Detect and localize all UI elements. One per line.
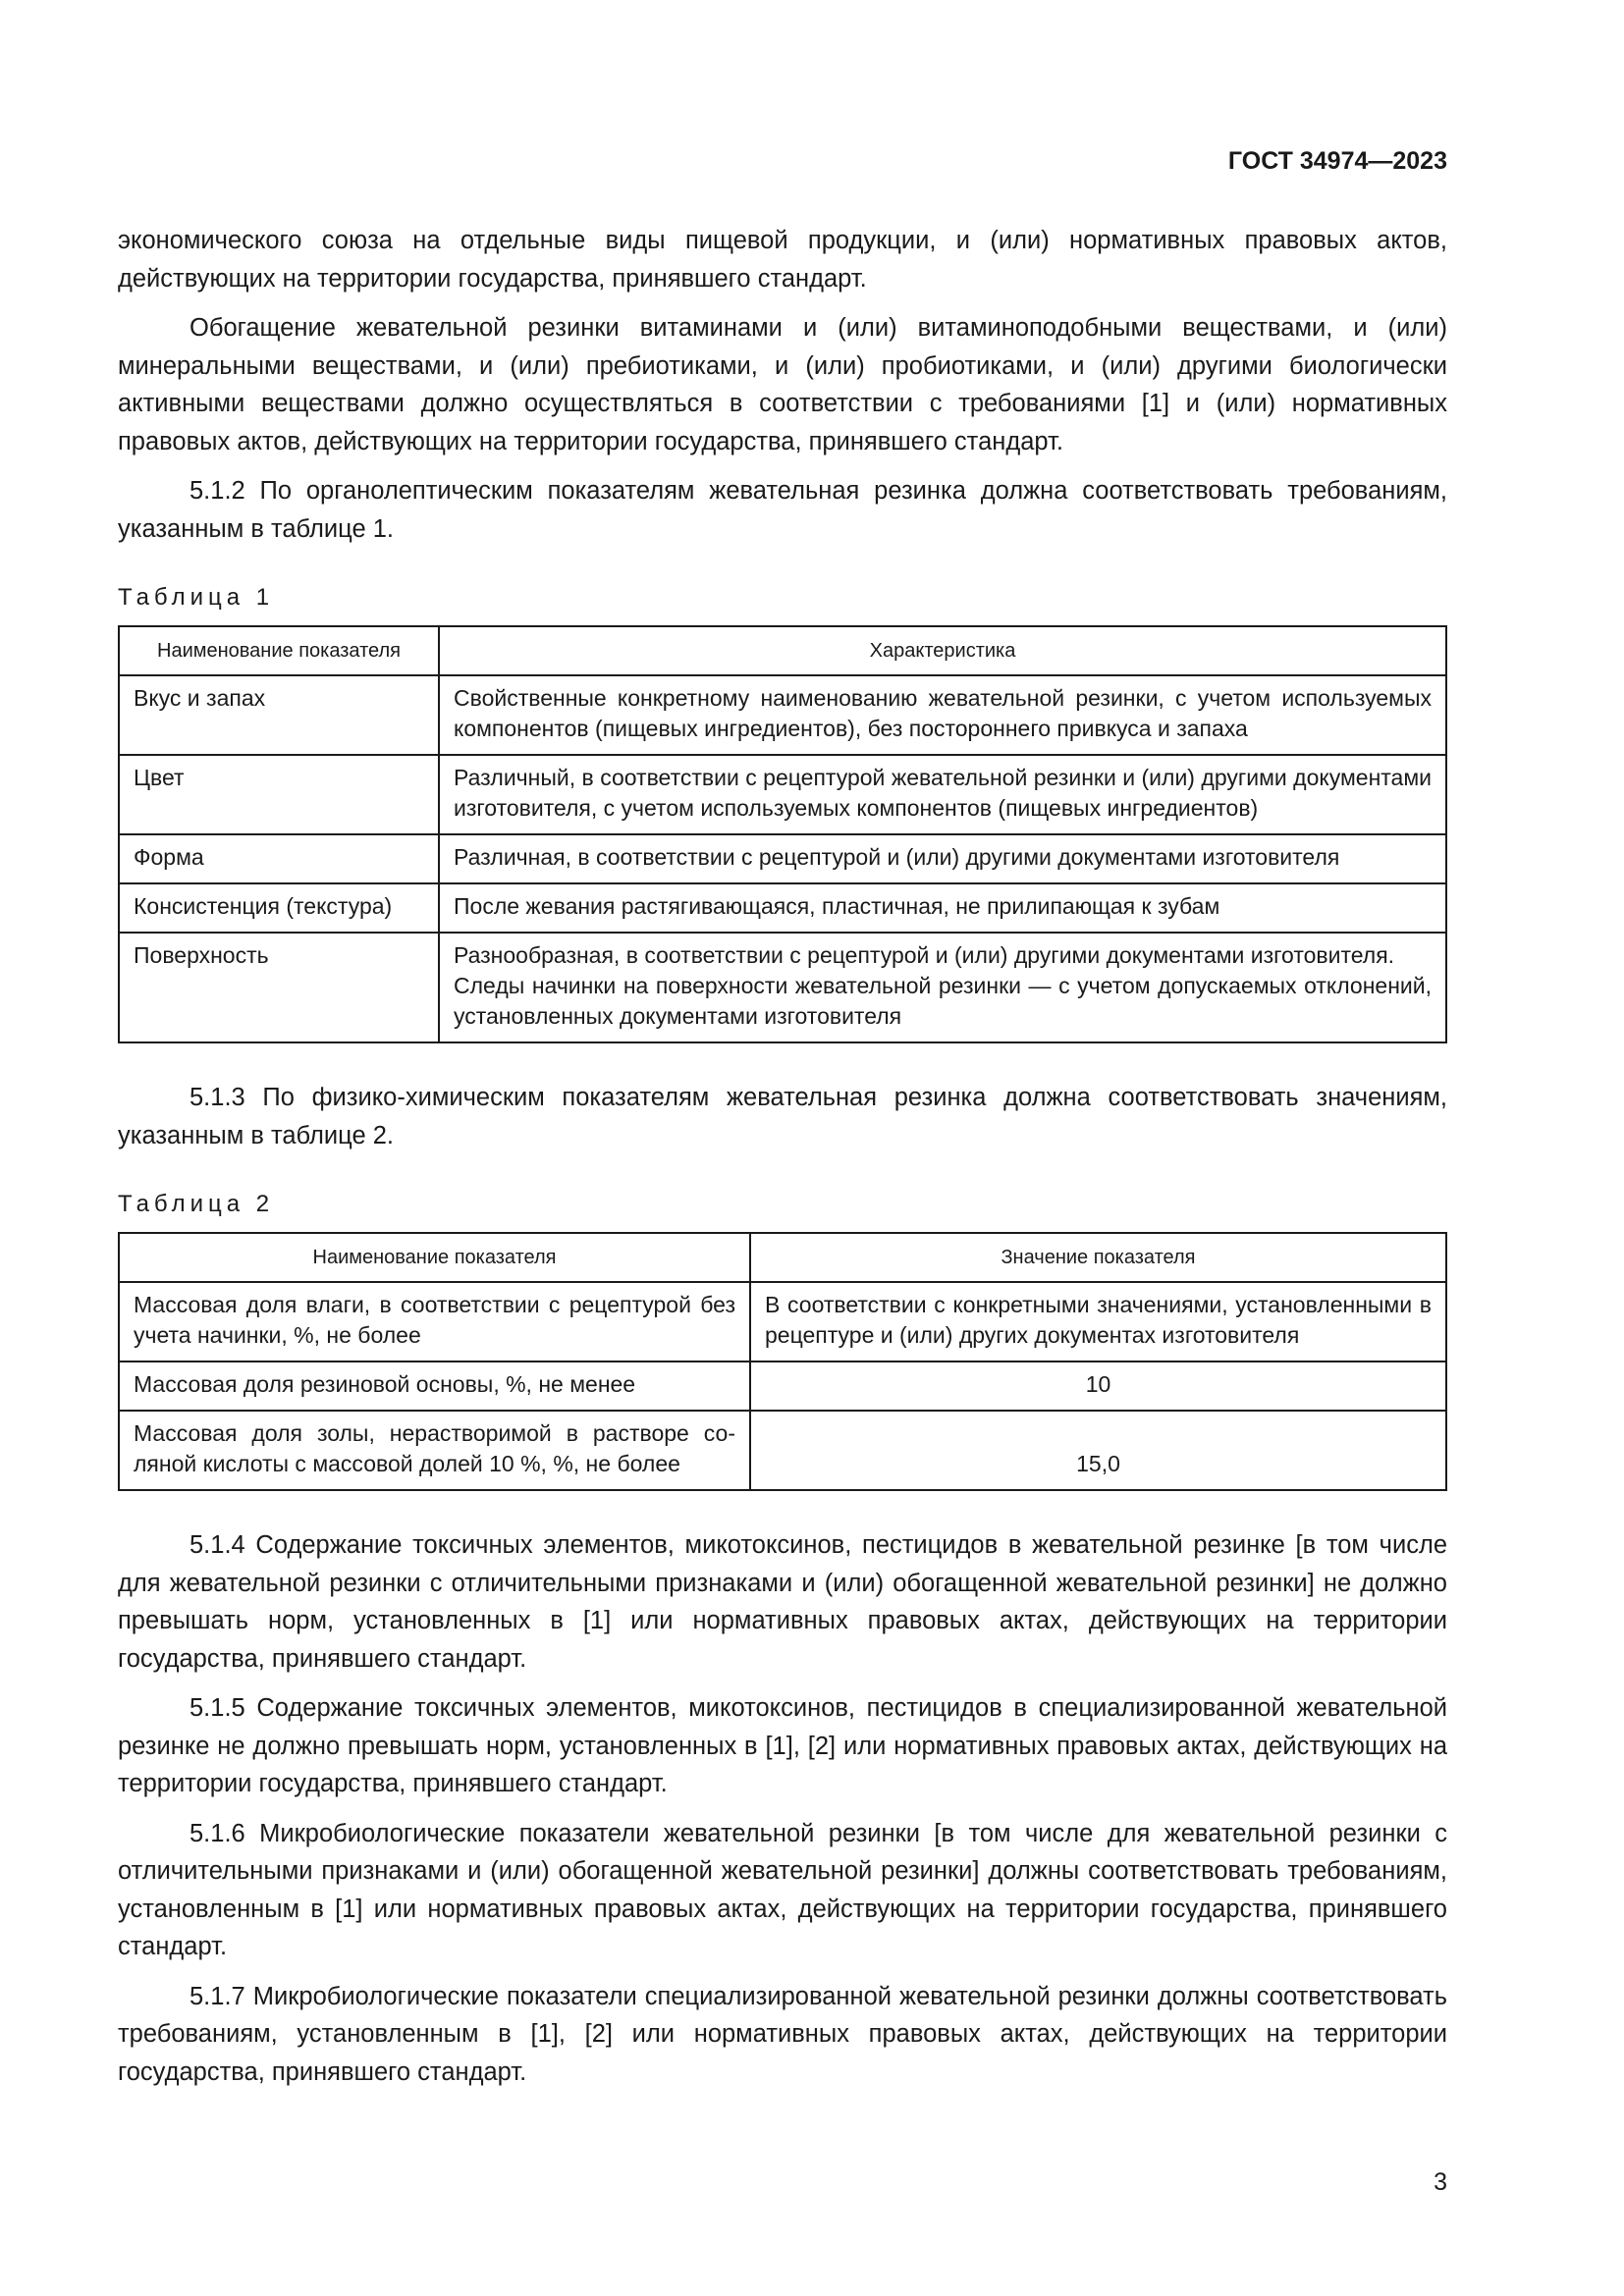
table-row [119,1411,1446,1490]
paragraph-continuation: экономического союза на отдельные виды пищевой продукции, и (или) нормативных правовых актов, действующих на территории государства, принявшего стандарт. [118,227,1447,293]
table1-cell-value: Свойственные конкретному наименованию жевательной резинки, с учетом используемых компонентов (пищевых ингредиентов), без постороннего привкуса и запаха [439,675,1446,755]
table2-label: Таблица 2 [118,1191,275,1217]
table1-cell-name: Консистенция (текстура) [119,883,439,933]
table2-cell-name: Массовая доля резиновой основы, %, не менее [119,1362,750,1411]
table-row [119,834,1446,883]
paragraph-5-1-6: 5.1.6 Микробиологические показатели жевательной резинки [в том числе для жевательной резинки с отличительными признаками и (или) обогащенной жевательной резинки] должны соответствовать требованиям, установленным в [1] или нормативных правовых актах, действующих на территории государства, принявшего стандарт. [118,1819,1447,1960]
table-row [119,675,1446,755]
table1-cell-value: Различная, в соответствии с рецептурой и (или) другими документами изготовителя [439,834,1446,883]
table2-cell-value: 15,0 [750,1411,1446,1490]
table1-cell-value-line2: Следы начинки на поверхности жевательной резинки — с учетом допускаемых отклонений, установленных документами изготовителя [454,973,1432,1029]
table1-header-row [119,626,1446,675]
table-row [119,1282,1446,1362]
paragraph-5-1-2: 5.1.2 По органолептическим показателям жевательная резинка должна соответствовать требованиям, указанным в таблице 1. [118,477,1447,543]
table1-cell-value: После жевания растягивающаяся, пластичная, не прилипающая к зубам [439,883,1446,933]
table-row [119,755,1446,834]
table1-header-name: Наименование показателя [119,626,439,675]
table1-header-characteristic: Характеристика [439,626,1446,675]
document-code: ГОСТ 34974—2023 [1227,147,1447,175]
table2-header-value: Значение показателя [750,1233,1446,1282]
table1-label: Таблица 1 [118,584,275,611]
paragraph-fortification: Обогащение жевательной резинки витаминами и (или) витаминоподобными веществами, и (или) минеральными веществами, и (или) пребиотиками, и (или) пробиотиками, и (или) другими биологически активными веществами должно осуществляться в соответствии с требованиями [1] и (или) нормативных правовых актов, действующих на территории государства, принявшего стандарт. [118,314,1447,455]
table1-cell-name: Цвет [119,755,439,834]
table2-cell-name: Массовая доля золы, нерастворимой в растворе соляной кислоты с массовой долей 10 %, %, не более [119,1411,750,1490]
table1-cell-value [439,933,1446,1042]
table2-physicochemical [118,1232,1447,1491]
document-body [118,222,1447,2091]
paragraph-5-1-5: 5.1.5 Содержание токсичных элементов, микотоксинов, пестицидов в специализированной жевательной резинке не должно превышать норм, установленных в [1], [2] или нормативных правовых актах, действующих на территории государства, принявшего стандарт. [118,1694,1447,1797]
table-row [119,933,1446,1042]
paragraph-5-1-4: 5.1.4 Содержание токсичных элементов, микотоксинов, пестицидов в жевательной резинке [в том числе для жевательной резинки с отличительными признаками и (или) обогащенной жевательной резинки] не должно превышать норм, установленных в [1] или нормативных правовых актах, действующих на территории государства, принявшего стандарт. [118,1531,1447,1673]
table-row [119,883,1446,933]
table2-cell-name: Массовая доля влаги, в соответствии с рецептурой без учета начинки, %, не более [119,1282,750,1362]
table2-cell-value: В соответствии с конкретными значениями, установленными в рецептуре и (или) других документах изготовителя [750,1282,1446,1362]
table1-cell-value-line1: Разнообразная, в соответствии с рецептурой и (или) другими документами изготовителя. [454,942,1395,968]
table-row [119,1362,1446,1411]
table2-cell-value: 10 [750,1362,1446,1411]
page-number: 3 [1434,2168,1447,2196]
paragraph-5-1-3: 5.1.3 По физико-химическим показателям жевательная резинка должна соответствовать значениям, указанным в таблице 2. [118,1084,1447,1149]
table1-cell-value: Различный, в соответствии с рецептурой жевательной резинки и (или) другими документами изготовителя, с учетом используемых компонентов (пищевых ингредиентов) [439,755,1446,834]
table1-cell-name: Вкус и запах [119,675,439,755]
paragraph-5-1-7: 5.1.7 Микробиологические показатели специализированной жевательной резинки должны соответствовать требованиям, установленным в [1], [2] или нормативных правовых актах, действующих на территории государства, принявшего стандарт. [118,1982,1447,2086]
table2-header-name: Наименование показателя [119,1233,750,1282]
table1-cell-name: Форма [119,834,439,883]
table2-header-row [119,1233,1446,1282]
table1-cell-name: Поверхность [119,933,439,1042]
table1-organoleptic [118,625,1447,1043]
